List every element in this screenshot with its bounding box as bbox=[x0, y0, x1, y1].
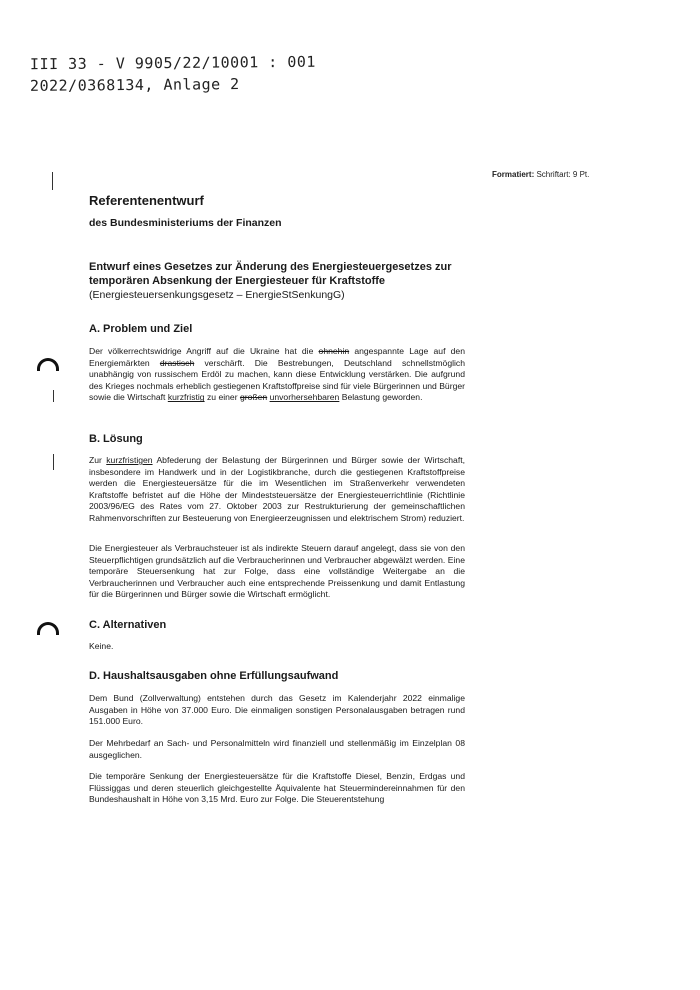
deletion: drastisch bbox=[159, 357, 195, 368]
format-note-text: Schriftart: 9 Pt. bbox=[536, 170, 590, 179]
format-margin-note bbox=[492, 170, 589, 179]
deletion: großen bbox=[239, 392, 268, 403]
section-a-title: A. Problem und Ziel bbox=[89, 323, 193, 335]
law-heading-line1: Entwurf eines Gesetzes zur Änderung des Energiesteuergesetzes zur bbox=[89, 261, 452, 273]
change-bar bbox=[53, 454, 54, 470]
section-d-text-3: Die temporäre Senkung der Energiesteuersätze für die Kraftstoffe Diesel, Benzin, Erdgas und Flüssiggas und deren steuerlich gleichgestellte Äquivalente hat Steuermindereinnahmen für den Bundeshaushalt in Höhe von 3,15 Mrd. Euro zur Folge. Die Steuerentstehung bbox=[89, 771, 465, 805]
short-title: (Energiesteuersenkungsgesetz – EnergieStSenkungG) bbox=[89, 289, 345, 301]
insertion: kurzfristig bbox=[167, 392, 205, 403]
section-b-text: Zur kurzfristigen Abfederung der Belastung der Bürgerinnen und Bürger sowie der Wirtschaft, insbesondere im Handwerk und in der Logistikbranche, durch die gestiegenen Kraftstoffpreise werden die Energiesteuersätze für die im Wesentlichen im Straßenverkehr verwendeten Kraftstoffe befristet auf die Höhe der Mindeststeuersätze der Energiesteuerrichtlinie (Richtlinie 2003/96/EG des Rates vom 27. Oktober 2003 zur Restrukturierung der gemeinschaftlichen Rahmenvorschriften zur Besteuerung von Energieerzeugnissen und elektrischem Strom) reduziert. bbox=[89, 455, 465, 523]
punch-hole-mark bbox=[37, 358, 59, 371]
handwritten-attachment-note: 2022/0368134, Anlage 2 bbox=[29, 75, 240, 95]
section-a-text: Der völkerrechtswidrige Angriff auf die Ukraine hat die ohnehin angespannte Lage auf den Energiemärkten drastisch verschärft. Die Bestrebungen, Deutschland schnellstmöglich unabhängig von russischem Erdöl zu machen, kann diese Entwicklung verstärken. Die aufgrund des Krieges nochmals erheblich gestiegenen Kraftstoffpreise sind für viele Bürgerinnen und Bürger sowie die Wirtschaft kurzfristig zu einer großen unvorhersehbaren Belastung geworden. bbox=[89, 346, 465, 403]
change-bar bbox=[53, 390, 54, 402]
punch-hole-mark bbox=[37, 622, 59, 635]
section-b-text-2: Die Energiesteuer als Verbrauchsteuer ist als indirekte Steuern darauf angelegt, dass sie von den Steuerpflichtigen grundsätzlich auf die Verbraucherinnen und Verbraucher abgewälzt werden. Eine temporäre Steuersenkung hat zur Folge, dass eine vollständige Weitergabe an die Verbraucherinnen und Verbraucher auch eine entsprechende Preissenkung und damit Entlastung für die Bürgerinnen und Bürger sowie die Wirtschaft ermöglicht. bbox=[89, 543, 465, 600]
section-c-text: Keine. bbox=[89, 641, 114, 651]
section-d-text-1: Dem Bund (Zollverwaltung) entstehen durch das Gesetz im Kalenderjahr 2022 einmalige Ausgaben in Höhe von 37.000 Euro. Die einmaligen sonstigen Personalausgaben betragen rund 151.000 Euro. bbox=[89, 693, 465, 727]
section-d-title: D. Haushaltsausgaben ohne Erfüllungsaufwand bbox=[89, 670, 339, 682]
format-note-label: Formatiert: bbox=[492, 170, 535, 179]
handwritten-file-number: III 33 - V 9905/22/10001 : 001 bbox=[29, 52, 317, 74]
section-d-text-2: Der Mehrbedarf an Sach- und Personalmitteln wird finanziell und stellenmäßig im Einzelplan 08 ausgeglichen. bbox=[89, 738, 465, 760]
section-c-title: C. Alternativen bbox=[89, 619, 167, 631]
doc-title: Referentenentwurf bbox=[89, 193, 204, 208]
insertion: unvorhersehbaren bbox=[269, 392, 340, 403]
ministry-line: des Bundesministeriums der Finanzen bbox=[89, 217, 282, 229]
section-b-title: B. Lösung bbox=[89, 433, 143, 445]
change-bar bbox=[52, 172, 53, 190]
deletion: ohnehin bbox=[318, 346, 350, 356]
law-heading-line2: temporären Absenkung der Energiesteuer für Kraftstoffe bbox=[89, 275, 386, 287]
insertion: kurzfristigen bbox=[106, 455, 153, 465]
